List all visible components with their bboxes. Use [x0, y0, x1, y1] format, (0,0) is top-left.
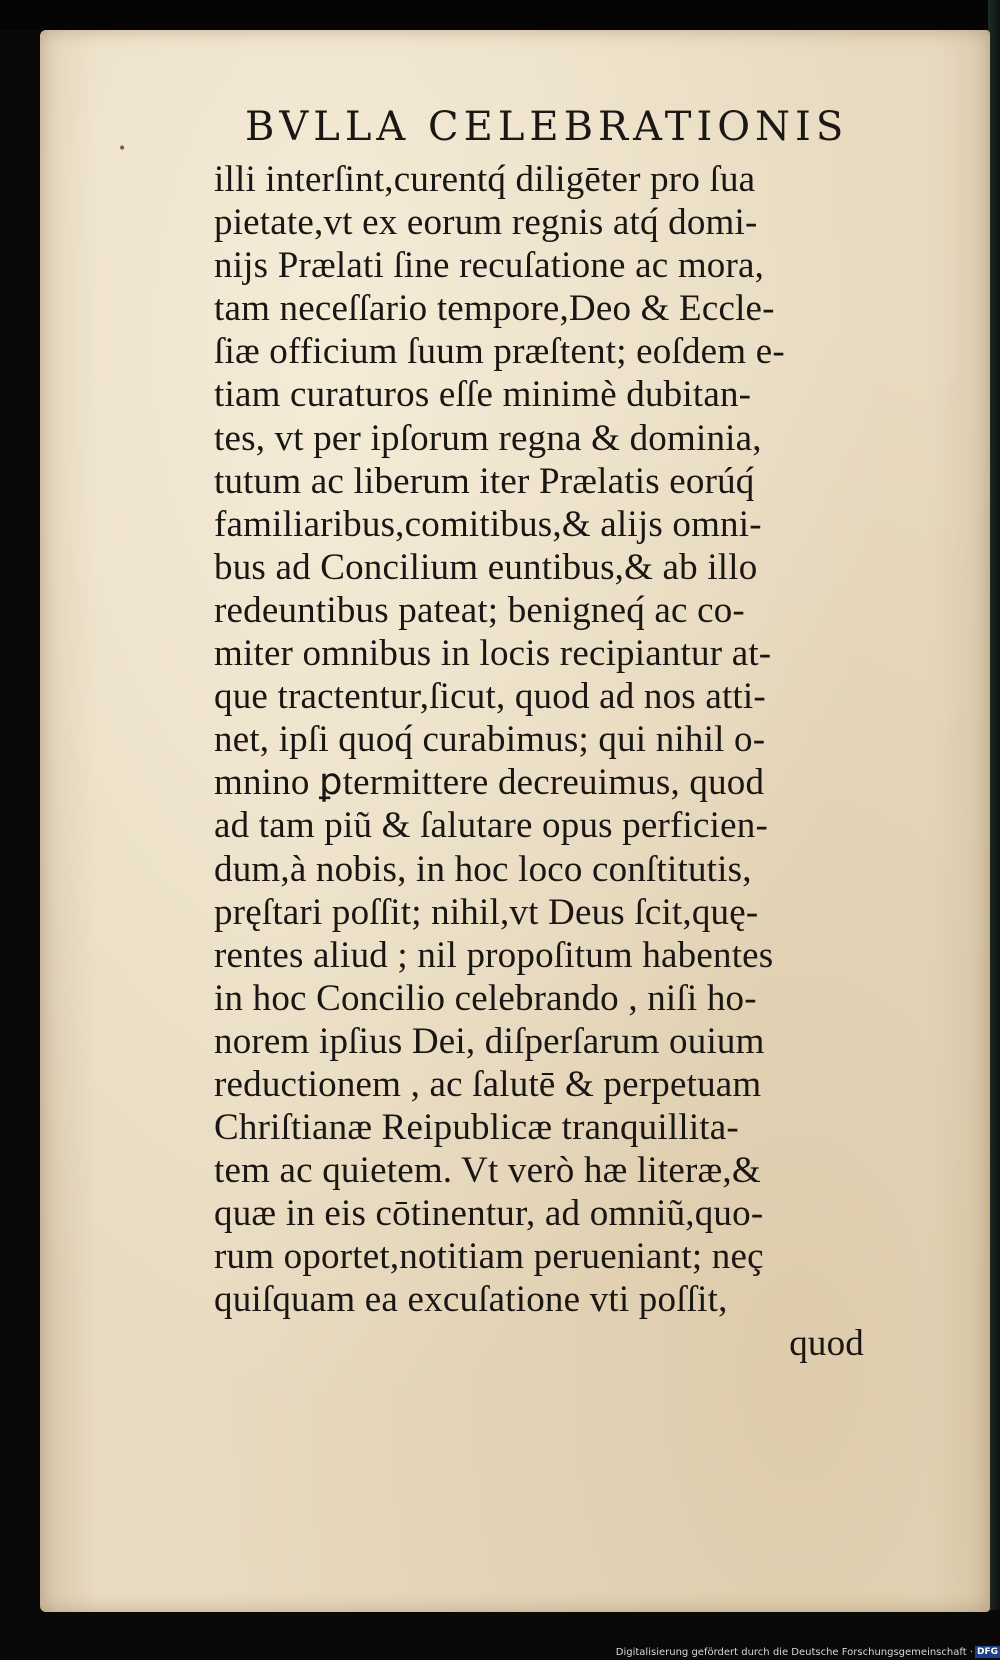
ink-stain-mark: •	[118, 141, 127, 157]
credit-text: Digitalisierung gefördert durch die Deutsche Forschungsgemeinschaft ·	[615, 1647, 973, 1658]
text-line: net, ipſi quoq́ curabimus; qui nihil o-	[214, 719, 766, 761]
text-line: tiam curaturos eſſe minimè dubitan-	[214, 374, 752, 416]
text-line: familiaribus,comitibus,& alijs omni-	[214, 503, 762, 545]
text-line: que tractentur,ſicut, quod ad nos atti-	[214, 676, 766, 718]
text-line: miter omnibus in locis recipiantur at-	[214, 633, 772, 675]
body-text	[214, 158, 914, 1478]
catchword: quod	[789, 1322, 864, 1364]
text-line: nijs Prælati ſine recuſatione ac mora,	[214, 245, 765, 287]
dfg-logo: DFG	[976, 1647, 998, 1657]
text-line: redeuntibus pateat; benigneq́ ac co-	[214, 589, 745, 631]
text-line: ſiæ officium ſuum præſtent; eoſdem e-	[214, 331, 785, 373]
text-line: rentes aliud ; nil propoſitum habentes	[214, 934, 774, 976]
text-line: quiſquam ea excuſatione vti poſſit,	[214, 1279, 728, 1321]
text-line: tam neceſſario tempore,Deo & Eccle-	[214, 288, 775, 330]
text-line: ad tam piũ & ſalutare opus perficien-	[214, 805, 768, 847]
text-line: Chriſtianæ Reipublicæ tranquillita-	[214, 1107, 739, 1149]
text-line: in hoc Concilio celebrando , niſi ho-	[214, 977, 757, 1019]
text-line: tem ac quietem. Vt verò hæ literæ,&	[214, 1150, 761, 1192]
digitization-credit	[600, 1645, 1000, 1660]
text-line: pietate,vt ex eorum regnis atq́ domi-	[214, 202, 758, 244]
text-line: tes, vt per ipſorum regna & dominia,	[214, 417, 762, 459]
text-line: quæ in eis cōtinentur, ad omniũ,quo-	[214, 1193, 764, 1235]
text-line: reductionem , ac ſalutē & perpetuam	[214, 1063, 762, 1105]
text-line: bus ad Concilium euntibus,& ab illo	[214, 546, 758, 588]
text-line: illi interſint,curentq́ diligēter pro ſua	[214, 159, 756, 200]
text-line: rum oportet,notitiam perueniant; neç	[214, 1236, 764, 1278]
text-line: dum,à nobis, in hoc loco conſtitutis,	[214, 848, 752, 890]
text-line: pręſtari poſſit; nihil,vt Deus ſcit,quę-	[214, 891, 759, 933]
text-line: mnino ꝑtermittere decreuimus, quod	[214, 762, 765, 804]
text-line: norem ipſius Dei, diſperſarum ouium	[214, 1020, 765, 1062]
scan-top-band	[0, 0, 1000, 30]
text-line: tutum ac liberum iter Prælatis eorúq́	[214, 460, 755, 502]
running-head: BVLLA CELEBRATIONIS	[245, 104, 849, 150]
